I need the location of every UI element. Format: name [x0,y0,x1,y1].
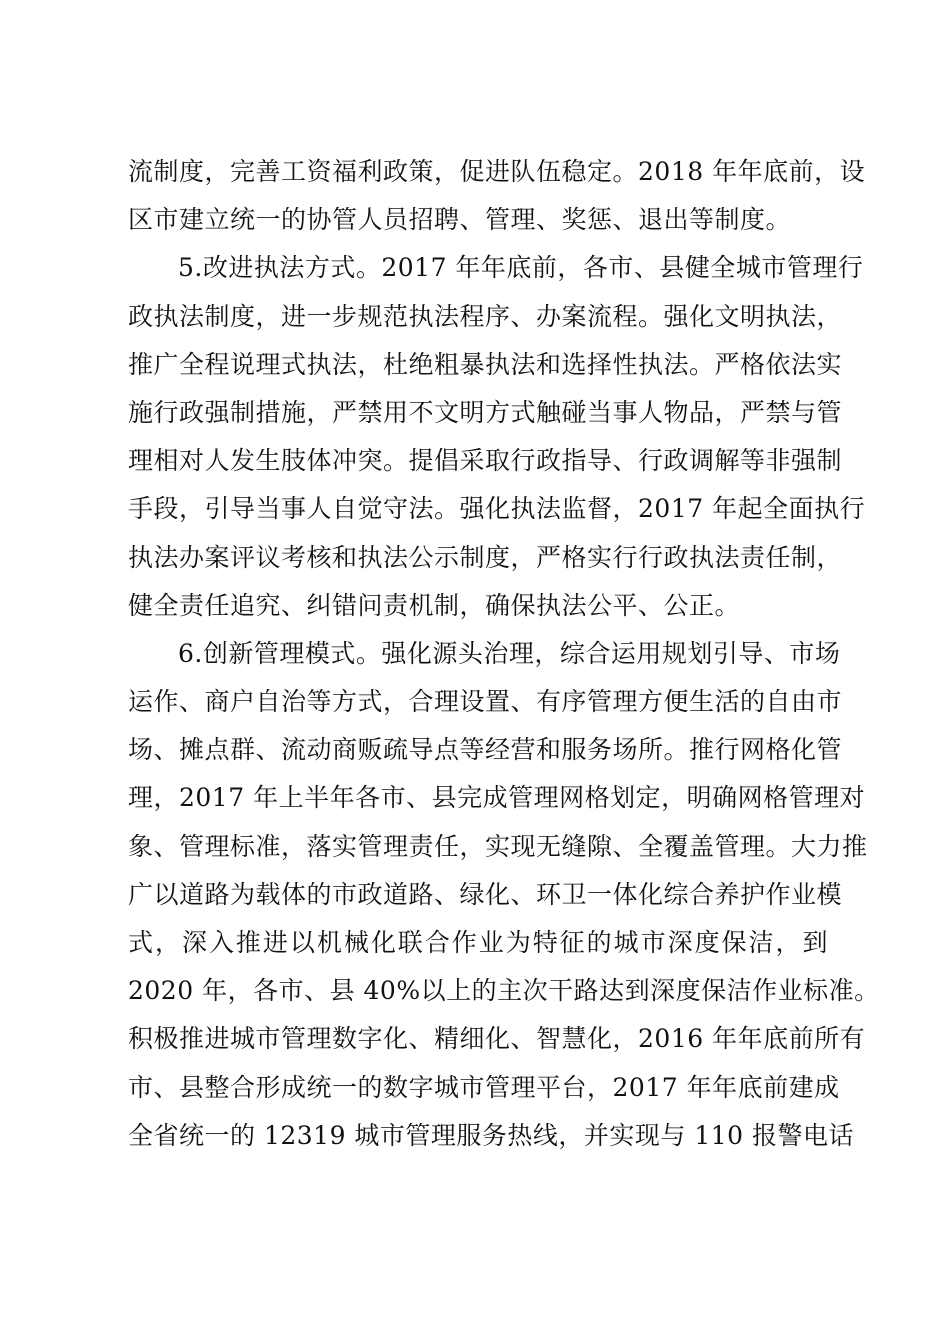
text-line: 运作、商户自治等方式，合理设置、有序管理方便生活的自由市 [128,687,843,717]
text-line: 区市建立统一的协管人员招聘、管理、奖惩、退出等制度。 [128,205,792,235]
text-line: 象、管理标准，落实管理责任，实现无缝隙、全覆盖管理。大力推 [128,831,868,861]
text-line: 施行政强制措施，严禁用不文明方式触碰当事人物品，严禁与管 [128,397,843,427]
text-line: 执法办案评议考核和执法公示制度，严格实行行政执法责任制， [128,542,843,572]
text-line: 式，深入推进以机械化联合作业为特征的城市深度保洁，到 [128,928,828,957]
text-line: 场、摊点群、流动商贩疏导点等经营和服务场所。推行网格化管 [128,735,843,765]
section-heading-line: 6.创新管理模式。强化源头治理，综合运用规划引导、市场 [178,638,841,668]
text-line: 广以道路为载体的市政道路、绿化、环卫一体化综合养护作业模 [128,879,843,909]
section-heading-line: 5.改进执法方式。2017 年年底前，各市、县健全城市管理行 [178,253,864,283]
text-line: 理相对人发生肢体冲突。提倡采取行政指导、行政调解等非强制 [128,446,843,476]
text-line: 积极推进城市管理数字化、精细化、智慧化，2016 年年底前所有 [128,1024,866,1054]
text-line: 理，2017 年上半年各市、县完成管理网格划定，明确网格管理对 [128,783,866,813]
text-line: 2020 年，各市、县 40%以上的主次干路达到深度保洁作业标准。 [128,976,880,1006]
text-line: 市、县整合形成统一的数字城市管理平台，2017 年年底前建成 [128,1072,840,1102]
text-line: 推广全程说理式执法，杜绝粗暴执法和选择性执法。严格依法实 [128,349,843,379]
text-line: 全省统一的 12319 城市管理服务热线，并实现与 110 报警电话 [128,1120,855,1150]
document-body [128,148,880,1160]
text-line: 政执法制度，进一步规范执法程序、办案流程。强化文明执法， [128,301,843,331]
text-line: 手段，引导当事人自觉守法。强化执法监督，2017 年起全面执行 [128,494,866,524]
text-line: 流制度，完善工资福利政策，促进队伍稳定。2018 年年底前，设 [128,157,866,186]
text-line: 健全责任追究、纠错问责机制，确保执法公平、公正。 [128,590,741,620]
